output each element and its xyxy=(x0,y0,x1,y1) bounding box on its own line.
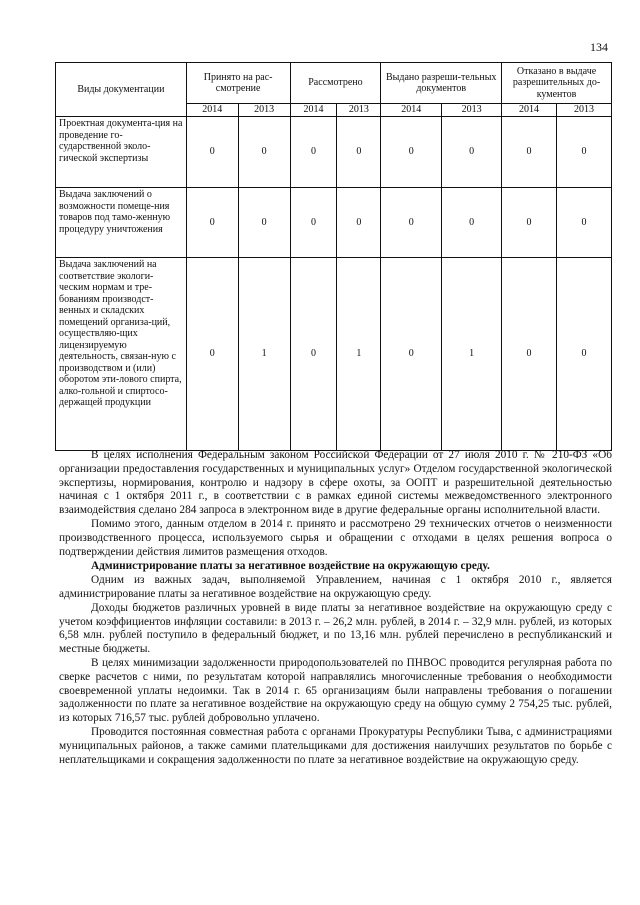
year-header: 2014 xyxy=(502,104,557,117)
table-cell: 0 xyxy=(557,258,612,451)
year-header: 2013 xyxy=(238,104,290,117)
table-header-row xyxy=(56,63,612,104)
table-cell: 0 xyxy=(337,188,381,258)
header-reviewed: Рассмотрено xyxy=(290,63,381,104)
table-cell: 0 xyxy=(557,188,612,258)
row-label: Выдача заключений на соответствие экологи-ческим нормам и тре-бованиям производст-венных и складских помещений организа-ций, осуществляю-щих лицензируемую деятельность, связан-ную с производством и (или) оборотом эти-лового спирта, алко-гольной и спиртосо-держащей продукции xyxy=(56,258,187,451)
section-heading: Администрирование платы за негативное воздействие на окружающую среду. xyxy=(91,560,490,573)
table-cell: 0 xyxy=(502,117,557,188)
table-cell: 1 xyxy=(238,258,290,451)
paragraph-administration: Одним из важных задач, выполняемой Управлением, начиная с 1 октября 2010 г., является администрирование платы за негативное воздействие на окружающую среду. xyxy=(59,574,612,600)
year-header: 2013 xyxy=(442,104,502,117)
table-cell: 0 xyxy=(290,117,337,188)
table-cell: 0 xyxy=(238,188,290,258)
table-cell: 0 xyxy=(337,117,381,188)
table-cell: 0 xyxy=(381,258,442,451)
year-header: 2014 xyxy=(186,104,238,117)
table-cell: 0 xyxy=(557,117,612,188)
paragraph-technical-reports: Помимо этого, данным отделом в 2014 г. принято и рассмотрено 29 технических отчетов о неизменности производственного процесса, используемого сырья и обращении с отходами в целях решения вопроса о подтверждении действия лимитов размещения отходов. xyxy=(59,517,612,558)
table-cell: 0 xyxy=(186,188,238,258)
header-issued: Выдано разреши-тельных документов xyxy=(381,63,502,104)
table-cell: 0 xyxy=(290,188,337,258)
header-refused: Отказано в выдаче разрешительных до-кументов xyxy=(502,63,612,104)
row-label: Выдача заключений о возможности помеще-ния товаров под тамо-женную процедуру уничтожения xyxy=(56,188,187,258)
table-cell: 0 xyxy=(442,188,502,258)
row-label: Проектная документа-ция на проведение го-сударственной эколо-гической экспертизы xyxy=(56,117,187,188)
page-number: 134 xyxy=(590,40,608,54)
table-row xyxy=(56,117,612,188)
header-document-types: Виды документации xyxy=(56,63,187,117)
documents-table xyxy=(55,62,612,451)
table-cell: 1 xyxy=(442,258,502,451)
paragraph-budget-revenue: Доходы бюджетов различных уровней в виде платы за негативное воздействие на окружающую среду с учетом коэффициентов инфляции составили: в 2013 г. – 26,2 млн. рублей, в 2014 г. – 32,9 млн. рублей, из которых 6,58 млн. рублей поступило в федеральный бюджет, и по 13,16 млн. рублей перечислено в республиканский и местные бюджеты. xyxy=(59,601,612,656)
table-cell: 0 xyxy=(381,188,442,258)
table-cell: 0 xyxy=(238,117,290,188)
year-header: 2014 xyxy=(290,104,337,117)
body-text xyxy=(59,449,612,767)
year-header: 2013 xyxy=(557,104,612,117)
table-row xyxy=(56,258,612,451)
table-cell: 0 xyxy=(381,117,442,188)
year-header: 2013 xyxy=(337,104,381,117)
header-accepted: Принято на рас-смотрение xyxy=(186,63,290,104)
table-cell: 0 xyxy=(502,258,557,451)
year-header: 2014 xyxy=(381,104,442,117)
table-cell: 1 xyxy=(337,258,381,451)
table-cell: 0 xyxy=(290,258,337,451)
paragraph-cooperation: Проводится постоянная совместная работа с органами Прокуратуры Республики Тыва, с администрациями муниципальных районов, а также самими плательщиками для достижения наилучших результатов по борьбе с неплательщиками и сокращения задолженности по плате за негативное воздействие на окружающую среду. xyxy=(59,725,612,766)
table-cell: 0 xyxy=(502,188,557,258)
paragraph-debt-reduction: В целях минимизации задолженности природопользователей по ПНВОС проводится регулярная работа по сверке расчетов с ними, по результатам которой направлялись многочисленные требования о необходимости своевременной уплаты недоимки. Так в 2014 г. 65 организациям были направлены требования о погашении задолженности по плате за негативное воздействие на окружающую среду на общую сумму 2 754,25 тыс. рублей, из которых 716,57 тыс. рублей добровольно уплачено. xyxy=(59,656,612,725)
table-cell: 0 xyxy=(186,258,238,451)
table-row xyxy=(56,188,612,258)
table-cell: 0 xyxy=(442,117,502,188)
table-cell: 0 xyxy=(186,117,238,188)
paragraph-interagency-requests: В целях исполнения Федеральным законом Российской Федерации от 27 июля 2010 г. № 210-ФЗ «Об организации предоставления государственных и муниципальных услуг» Отделом государственной экологической экспертизы, нормирования, контролю и надзору в сфере охоты, за ООПТ и разрешительной деятельностью начиная с 1 октября 2011 г., в соответствии с в рамках единой системы межведомственного электронного взаимодействия сделано 284 запроса в электронном виде в другие федеральные органы исполнительной власти. xyxy=(59,449,612,517)
